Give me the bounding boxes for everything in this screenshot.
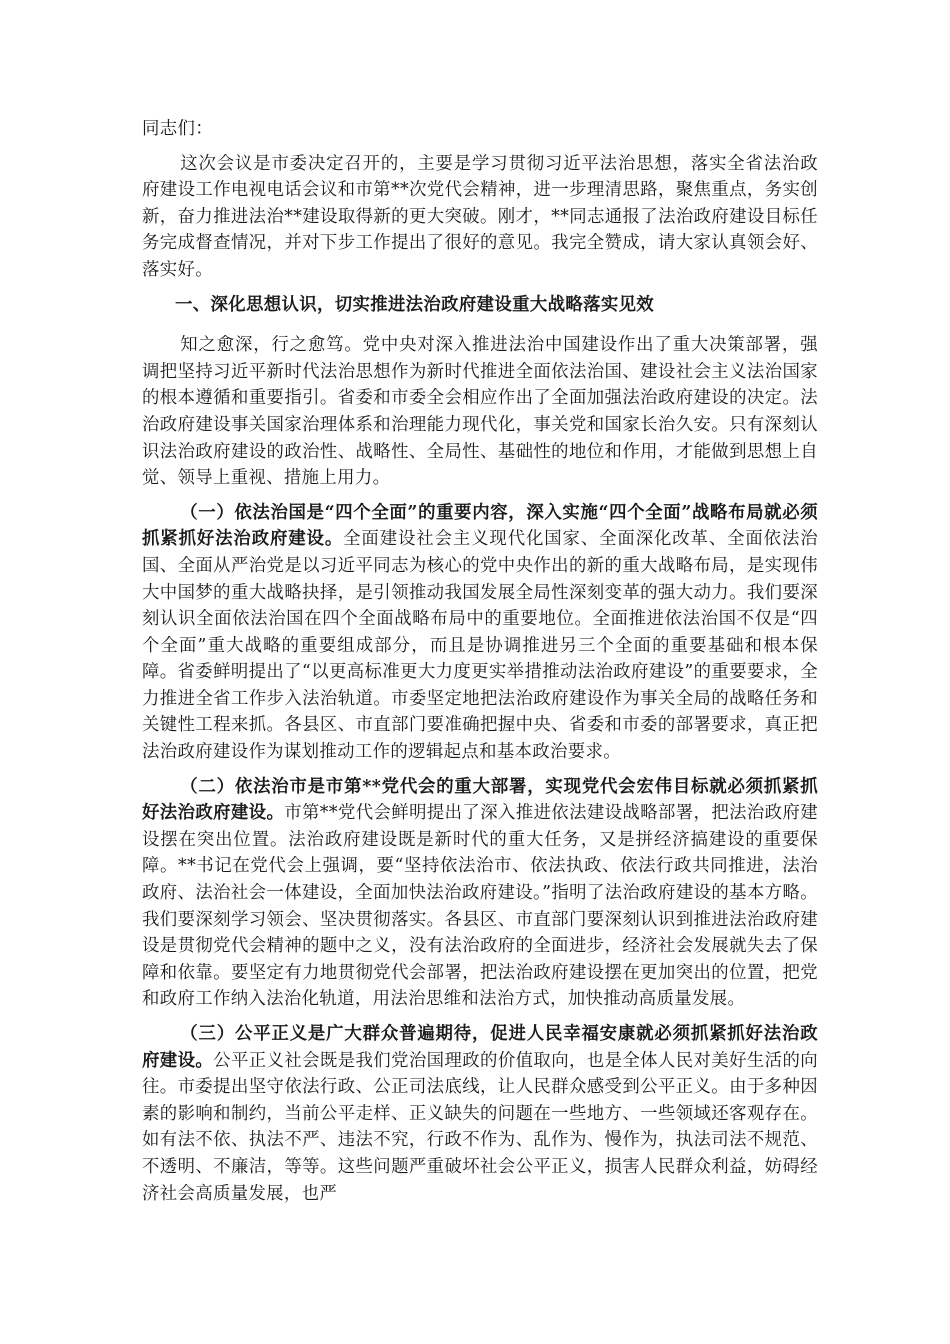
point-3-lead: （三）公平正义是广大群众普遍期待，促进人民幸福安康就必须抓紧抓好法治政府建设。 <box>142 1024 818 1071</box>
point-3-body: 公平正义社会既是我们党治国理政的价值取向，也是全体人民对美好生活的向往。市委提出坚守依法行政、公正司法底线，让人民群众感受到公平正义。由于多种因素的影响和制约，当前公平走样、正义缺失的问题在一些地方、一些领域还客观存在。如有法不依、执法不严、违法不究，行政不作为、乱作为、慢作为，执法司法不规范、不透明、不廉洁，等等。这些问题严重破坏社会公平正义，损害人民群众利益，妨碍经济社会高质量发展，也严 <box>142 1050 819 1204</box>
point-3-paragraph <box>142 1021 818 1207</box>
point-2-body: 市第**党代会鲜明提出了深入推进依法建设战略部署，把法治政府建设摆在突出位置。法治政府建设既是新时代的重大任务，又是拼经济搞建设的重要保障。**书记在党代会上强调，要“坚持依法治市、依法执政、依法行政共同推进，法治政府、法治社会一体建设，全面加快法治政府建设。”指明了法治政府建设的基本方略。我们要深刻学习领会、坚决贯彻落实。各县区、市直部门要深刻认识到推进法治政府建设是贯彻党代会精神的题中之义，没有法治政府的全面进步，经济社会发展就失去了保障和依靠。要坚定有力地贯彻党代会部署，把法治政府建设摆在更加突出的位置，把党和政府工作纳入法治化轨道，用法治思维和法治方式，加快推动高质量发展。 <box>142 803 818 1010</box>
point-1-lead: （一）依法治国是“四个全面”的重要内容，深入实施“四个全面”战略布局就必须抓紧抓好法治政府建设。 <box>142 502 818 550</box>
point-2-lead: （二）依法治市是市第**党代会的重大部署，实现党代会宏伟目标就必须抓紧抓好法治政府建设。 <box>142 776 818 824</box>
section-1-intro-paragraph: 知之愈深，行之愈笃。党中央对深入推进法治中国建设作出了重大决策部署，强调把坚持习近平新时代法治思想作为新时代推进全面依法治国、建设社会主义法治国家的根本遵循和重要指引。省委和市委全会相应作出了全面加强法治政府建设的决定。法治政府建设事关国家治理体系和治理能力现代化，事关党和国家长治久安。只有深刻认识法治政府建设的政治性、战略性、全局性、基础性的地位和作用，才能做到思想上自觉、领导上重视、措施上用力。 <box>142 335 818 489</box>
salutation: 同志们： <box>142 119 213 139</box>
point-1-body: 全面建设社会主义现代化国家、全面深化改革、全面依法治国、全面从严治党是以习近平同志为核心的党中央作出的新的重大战略布局，是实现伟大中国梦的重大战略抉择，是引领推动我国发展全局性深刻变革的强大动力。我们要深刻认识全面依法治国在四个全面战略布局中的重要地位。全面推进依法治国不仅是“四个全面”重大战略的重要组成部分，而且是协调推进另三个全面的重要基础和根本保障。省委鲜明提出了“以更高标准更大力度更实举措推动法治政府建设”的重要要求，全力推进全省工作步入法治轨道。市委坚定地把法治政府建设作为事关全局的战略任务和关键性工程来抓。各县区、市直部门要准确把握中央、省委和市委的部署要求，真正把法治政府建设作为谋划推动工作的逻辑起点和基本政治要求。 <box>142 529 818 763</box>
document-body <box>142 116 818 1215</box>
point-2-paragraph <box>142 774 818 1013</box>
intro-paragraph: 这次会议是市委决定召开的，主要是学习贯彻习近平法治思想，落实全省法治政府建设工作电视电话会议和市第**次党代会精神，进一步理清思路，聚焦重点，务实创新，奋力推进法治**建设取得新的更大突破。刚才，**同志通报了法治政府建设目标任务完成督查情况，并对下步工作提出了很好的意见。我完全赞成，请大家认真领会好、落实好。 <box>142 153 818 280</box>
point-1-paragraph <box>142 500 818 766</box>
section-heading-1: 一、深化思想认识，切实推进法治政府建设重大战略落实见效 <box>175 294 655 315</box>
